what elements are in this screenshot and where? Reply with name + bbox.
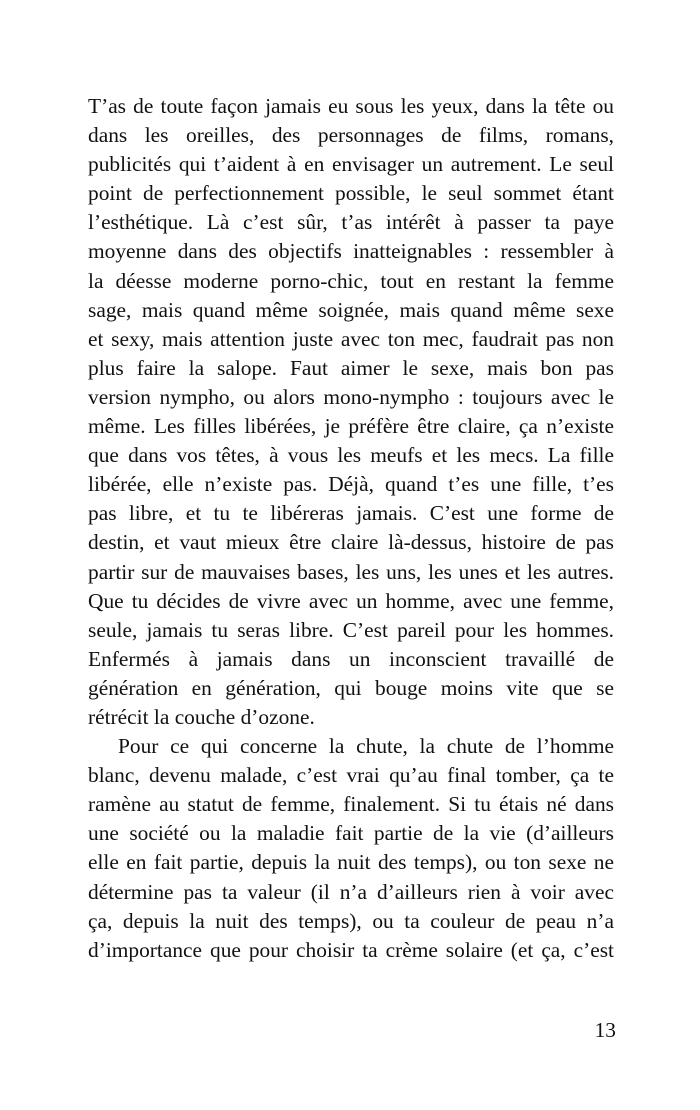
text-line: Que tu décides de vivre avec un homme, avec une femme, (88, 588, 614, 613)
text-line: version nympho, ou alors mono-nympho : toujours avec le (88, 384, 614, 409)
text-line: blanc, devenu malade, c’est vrai qu’au final tomber, ça te (88, 763, 614, 788)
text-line: Pour ce qui concerne la chute, la chute de l’homme (118, 734, 614, 759)
page-number: 13 (594, 1018, 616, 1042)
text-line: T’as de toute façon jamais eu sous les yeux, dans la tête ou (88, 94, 614, 118)
text-line: partir sur de mauvaises bases, les uns, les unes et les autres. (88, 559, 614, 584)
text-line: l’esthétique. Là c’est sûr, t’as intérêt à passer ta paye (88, 210, 614, 235)
text-line: Enfermés à jamais dans un inconscient travaillé de (88, 646, 614, 671)
text-line: la déesse moderne porno-chic, tout en restant la femme (88, 268, 614, 293)
text-line: pas libre, et tu te libéreras jamais. C’est une forme de (88, 501, 614, 526)
text-line: point de perfectionnement possible, le seul sommet étant (88, 181, 614, 206)
text-line: seule, jamais tu seras libre. C’est pareil pour les hommes. (88, 617, 614, 642)
text-line: ça, depuis la nuit des temps), ou ta couleur de peau n’a (88, 908, 614, 933)
text-line: génération en génération, qui bouge moins vite que se (88, 675, 614, 700)
text-line: dans les oreilles, des personnages de films, romans, (88, 123, 614, 148)
text-line: même. Les filles libérées, je préfère être claire, ça n’existe (88, 414, 614, 439)
text-line: destin, et vaut mieux être claire là-dessus, histoire de pas (88, 530, 614, 555)
text-line: publicités qui t’aident à en envisager un autrement. Le seul (88, 152, 614, 177)
text-line: moyenne dans des objectifs inatteignables : ressembler à (88, 239, 614, 264)
text-line: sage, mais quand même soignée, mais quand même sexe (88, 297, 614, 322)
text-line: que dans vos têtes, à vous les meufs et les mecs. La fille (88, 443, 614, 468)
text-line: libérée, elle n’existe pas. Déjà, quand t’es une fille, t’es (88, 472, 614, 497)
text-line: une société ou la maladie fait partie de la vie (d’ailleurs (88, 821, 614, 846)
text-line: détermine pas ta valeur (il n’a d’ailleurs rien à voir avec (88, 879, 614, 904)
text-line: et sexy, mais attention juste avec ton mec, faudrait pas non (88, 326, 614, 351)
text-line: elle en fait partie, depuis la nuit des temps), ou ton sexe ne (88, 850, 614, 875)
body-text (88, 92, 614, 965)
paragraph-2 (88, 732, 614, 965)
text-line: ramène au statut de femme, finalement. Si tu étais né dans (88, 792, 614, 817)
text-line: plus faire la salope. Faut aimer le sexe, mais bon pas (88, 355, 614, 380)
text-line: rétrécit la couche d’ozone. (88, 704, 315, 729)
text-line: d’importance que pour choisir ta crème solaire (et ça, c’est (88, 937, 614, 962)
paragraph-1 (88, 92, 614, 732)
